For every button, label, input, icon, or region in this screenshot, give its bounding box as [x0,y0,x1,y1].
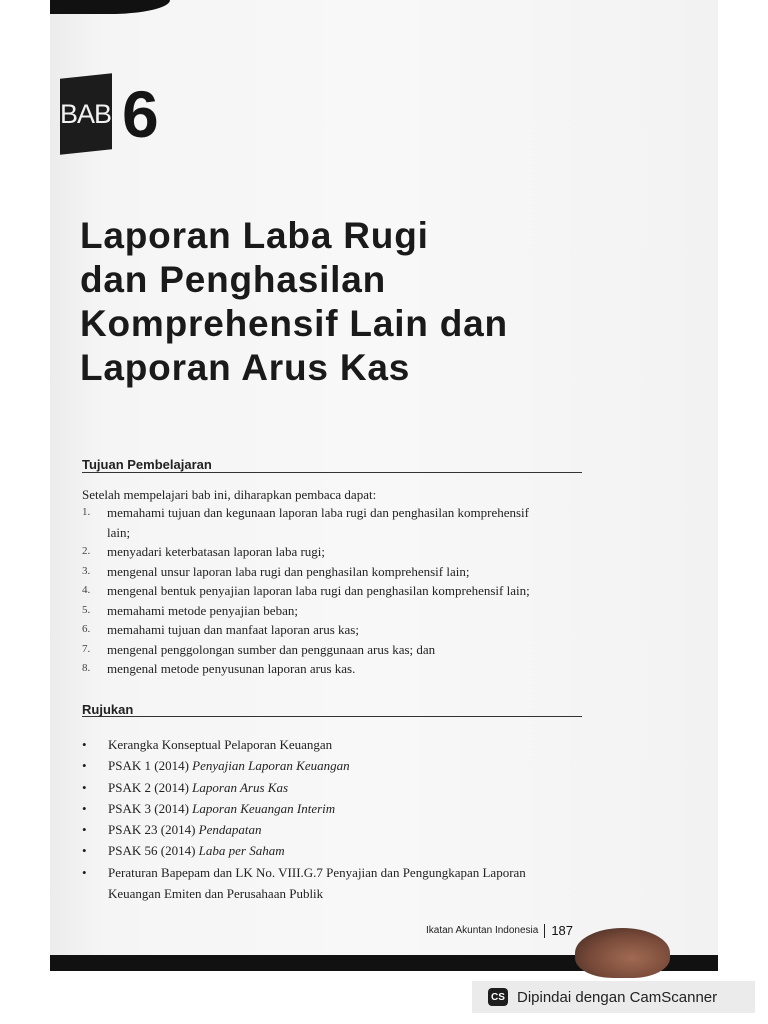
chapter-label-box [60,73,112,154]
list-item [82,640,592,660]
title-line: Laporan Laba Rugi [80,215,429,256]
item-text: lain; [107,524,131,540]
item-number: 5. [82,603,91,616]
thumb-image [575,928,670,978]
camscanner-logo-icon: CS [488,988,508,1006]
list-item [82,798,592,819]
list-item [82,562,592,582]
item-text: memahami metode penyajian beban; [107,602,298,618]
ref-italic: Penyajian Laporan Keuangan [192,758,350,774]
ref-text: Peraturan Bapepam dan LK No. VIII.G.7 Penyajian dan Pengungkapan Laporan [108,864,526,880]
list-item [82,503,592,523]
list-item [82,581,592,601]
ref-text: PSAK 3 (2014) [108,800,193,816]
list-item [82,862,592,883]
divider [82,472,582,473]
item-number: 3. [82,564,91,577]
right-margin [718,0,768,970]
item-number: 6. [82,623,91,635]
item-number: 1. [82,506,91,518]
references-heading: Rujukan [82,702,134,717]
ref-text: PSAK 56 (2014) [108,843,199,859]
item-number: 7. [82,642,91,655]
references-list [82,734,592,904]
list-item [82,620,592,640]
ref-italic: Laporan Keuangan Interim [192,800,336,816]
page-footer [426,923,573,938]
item-text: mengenal penggolongan sumber dan penggunaan arus kas; dan [107,641,436,657]
item-number: 2. [82,545,91,557]
ref-italic: Pendapatan [198,822,262,838]
bullet-icon: • [82,843,87,859]
list-item [82,777,592,798]
item-text: mengenal unsur laporan laba rugi dan penghasilan komprehensif lain; [107,563,470,579]
item-number: 8. [82,662,91,674]
divider [82,716,582,717]
ref-italic: Laporan Arus Kas [192,779,288,795]
chapter-label: BAB [60,98,112,129]
ref-text: Keuangan Emiten dan Perusahaan Publik [108,886,324,902]
ref-text: PSAK 2 (2014) [108,779,193,795]
ref-text: PSAK 1 (2014) [108,758,193,774]
bullet-icon: • [82,758,87,774]
title-line: Komprehensif Lain dan [80,303,508,344]
bullet-icon: • [82,779,87,795]
list-item [82,523,592,543]
item-text: menyadari keterbatasan laporan laba rugi; [107,544,326,559]
chapter-title [80,214,600,390]
item-number: 4. [82,584,91,596]
list-item [82,883,592,904]
ref-italic: Laba per Saham [198,843,285,859]
title-line: dan Penghasilan [80,259,387,300]
list-item [82,601,592,621]
title-line: Laporan Arus Kas [80,347,411,388]
objectives-intro: Setelah mempelajari bab ini, diharapkan pembaca dapat: [82,487,377,502]
scanner-text: Dipindai dengan CamScanner [517,988,718,1006]
page-number: 187 [551,923,574,938]
item-text: memahami tujuan dan kegunaan laporan laba rugi dan penghasilan komprehensif [107,505,529,520]
publisher-name: Ikatan Akuntan Indonesia [426,925,539,936]
bullet-icon: • [82,822,87,838]
scanner-watermark [472,981,755,1013]
ref-text: PSAK 23 (2014) [108,822,199,838]
objectives-heading: Tujuan Pembelajaran [82,457,212,472]
list-item [82,659,592,679]
ref-text: Kerangka Konseptual Pelaporan Keuangan [108,737,333,752]
list-item [82,840,592,861]
chapter-number: 6 [122,77,159,151]
list-item [82,755,592,776]
list-item [82,819,592,840]
objectives-list [82,503,592,679]
item-text: mengenal bentuk penyajian laporan laba rugi dan penghasilan komprehensif lain; [107,583,530,598]
item-text: memahami tujuan dan manfaat laporan arus kas; [107,622,359,637]
bullet-icon: • [82,864,87,880]
list-item [82,542,592,562]
bullet-icon: • [82,737,87,752]
bullet-icon: • [82,800,87,816]
left-margin [0,0,52,970]
item-text: mengenal metode penyusunan laporan arus kas. [107,661,356,676]
list-item [82,734,592,755]
footer-divider [544,924,545,938]
